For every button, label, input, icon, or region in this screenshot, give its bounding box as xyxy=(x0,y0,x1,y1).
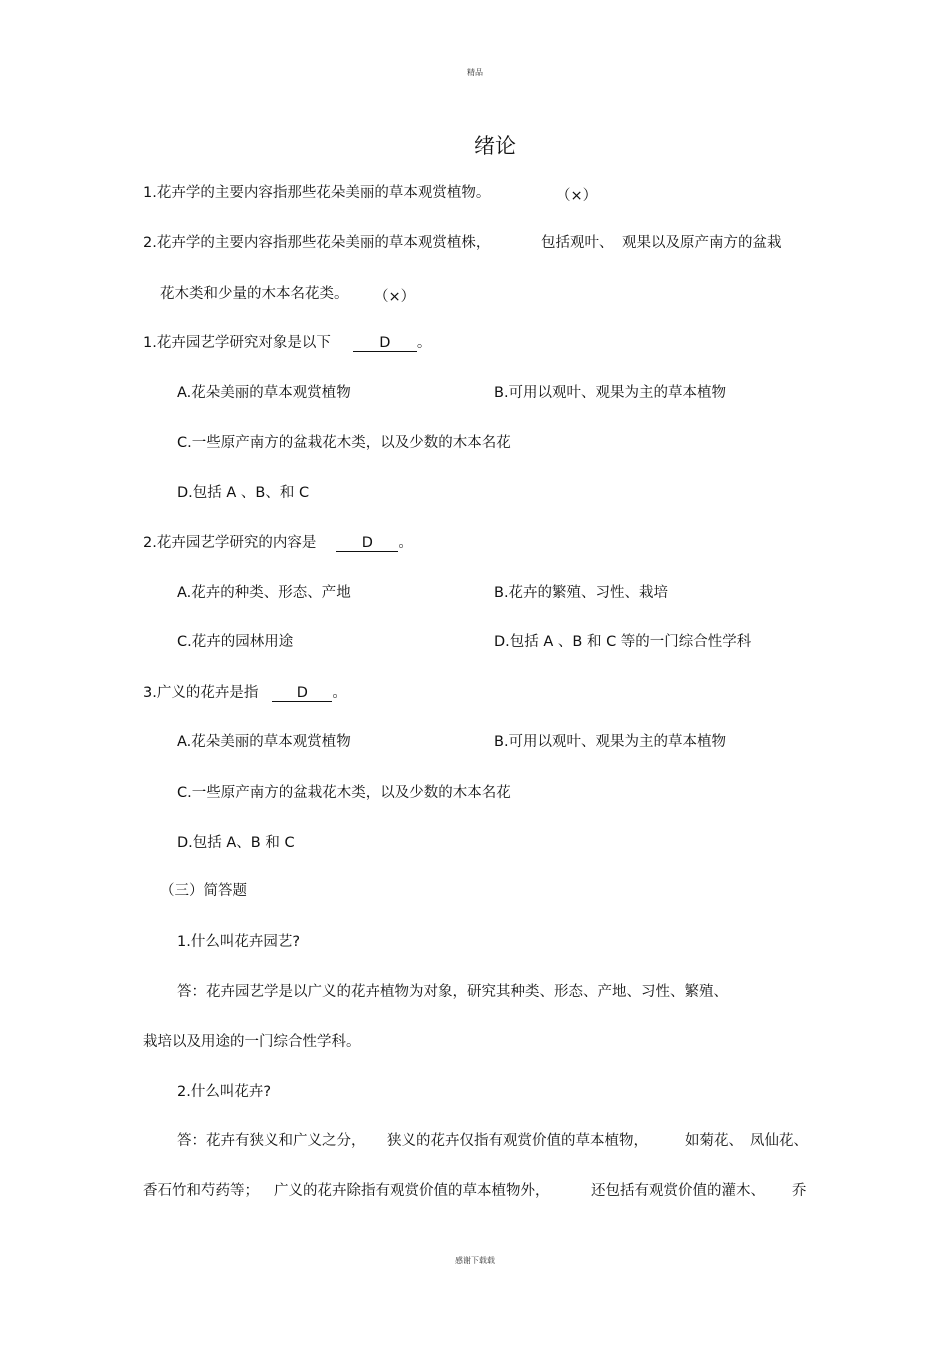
choice-3-end: 。 xyxy=(332,685,347,701)
short-question-1: 1.什么叫花卉园艺? xyxy=(177,934,301,950)
judge-item-1: 1.花卉学的主要内容指那些花朵美丽的草本观赏植物。 xyxy=(143,185,491,201)
choice-3-stem-text: 3.广义的花卉是指 xyxy=(143,685,259,701)
choice-1-stem-text: 1.花卉园艺学研究对象是以下 xyxy=(143,335,331,351)
short-answer-2-line-2-part-d: 乔 xyxy=(792,1183,807,1199)
judge-item-2-part-d: 花木类和少量的木本名花类。 xyxy=(160,286,349,302)
choice-2-option-a: A.花卉的种类、形态、产地 xyxy=(177,585,351,601)
choice-2-end: 。 xyxy=(398,535,413,551)
short-answer-2-line-1-part-c: 如菊花、 xyxy=(685,1133,743,1149)
choice-1-end: 。 xyxy=(416,335,432,351)
short-answer-2-line-2-part-a: 香石竹和芍药等； xyxy=(143,1183,259,1199)
choice-1-option-d: D.包括 A 、B、和 C xyxy=(177,485,310,501)
judge-item-2-part-b: 包括观叶、 xyxy=(541,235,614,251)
choice-1-option-c: C.一些原产南方的盆栽花木类，以及少数的木本名花 xyxy=(177,435,511,451)
choice-2-option-c: C.花卉的园林用途 xyxy=(177,634,294,650)
choice-2-option-b: B.花卉的繁殖、习性、栽培 xyxy=(494,585,669,601)
choice-3-option-c: C.一些原产南方的盆栽花木类，以及少数的木本名花 xyxy=(177,785,511,801)
choice-3-option-a: A.花朵美丽的草本观赏植物 xyxy=(177,734,351,750)
judge-item-2-part-a: 2.花卉学的主要内容指那些花朵美丽的草本观赏植株， xyxy=(143,235,491,251)
choice-3-option-b: B.可用以观叶、观果为主的草本植物 xyxy=(494,734,727,750)
choice-1-option-b: B.可用以观叶、观果为主的草本植物 xyxy=(494,385,727,401)
choice-3-option-d: D.包括 A、B 和 C xyxy=(177,835,295,851)
choice-2-stem-text: 2.花卉园艺学研究的内容是 xyxy=(143,535,317,551)
section-heading-short-answer: （三）简答题 xyxy=(160,883,247,899)
choice-1-stem xyxy=(143,334,431,352)
short-question-2: 2.什么叫花卉? xyxy=(177,1084,272,1100)
page-footer: 感谢下载载 xyxy=(455,1256,495,1265)
short-answer-2-line-2-part-b: 广义的花卉除指有观赏价值的草本植物外， xyxy=(274,1183,550,1199)
choice-3-stem xyxy=(143,684,347,702)
choice-2-stem xyxy=(143,534,413,552)
short-answer-2-line-1-part-d: 凤仙花、 xyxy=(750,1133,808,1149)
page-title: 绪论 xyxy=(474,134,516,158)
page-header: 精品 xyxy=(467,68,483,77)
short-answer-2-line-1-part-a: 答：花卉有狭义和广义之分， xyxy=(177,1133,366,1149)
choice-1-option-a: A.花朵美丽的草本观赏植物 xyxy=(177,385,351,401)
judge-item-2-part-c: 观果以及原产南方的盆栽 xyxy=(622,235,782,251)
choice-2-option-d: D.包括 A 、B 和 C 等的一门综合性学科 xyxy=(494,634,752,650)
short-answer-1-line-1: 答：花卉园艺学是以广义的花卉植物为对象，研究其种类、形态、产地、习性、繁殖、 xyxy=(177,984,728,1000)
short-answer-2-line-1-part-b: 狭义的花卉仅指有观赏价值的草本植物， xyxy=(387,1133,648,1149)
choice-2-answer: D xyxy=(336,535,398,552)
choice-1-answer: D xyxy=(353,335,417,352)
short-answer-2-line-2-part-c: 还包括有观赏价值的灌木、 xyxy=(591,1183,765,1199)
choice-3-answer: D xyxy=(272,685,332,702)
short-answer-1-line-2: 栽培以及用途的一门综合性学科。 xyxy=(143,1034,361,1050)
judge-mark-1: （×） xyxy=(556,188,598,204)
judge-mark-2: （×） xyxy=(374,289,416,305)
